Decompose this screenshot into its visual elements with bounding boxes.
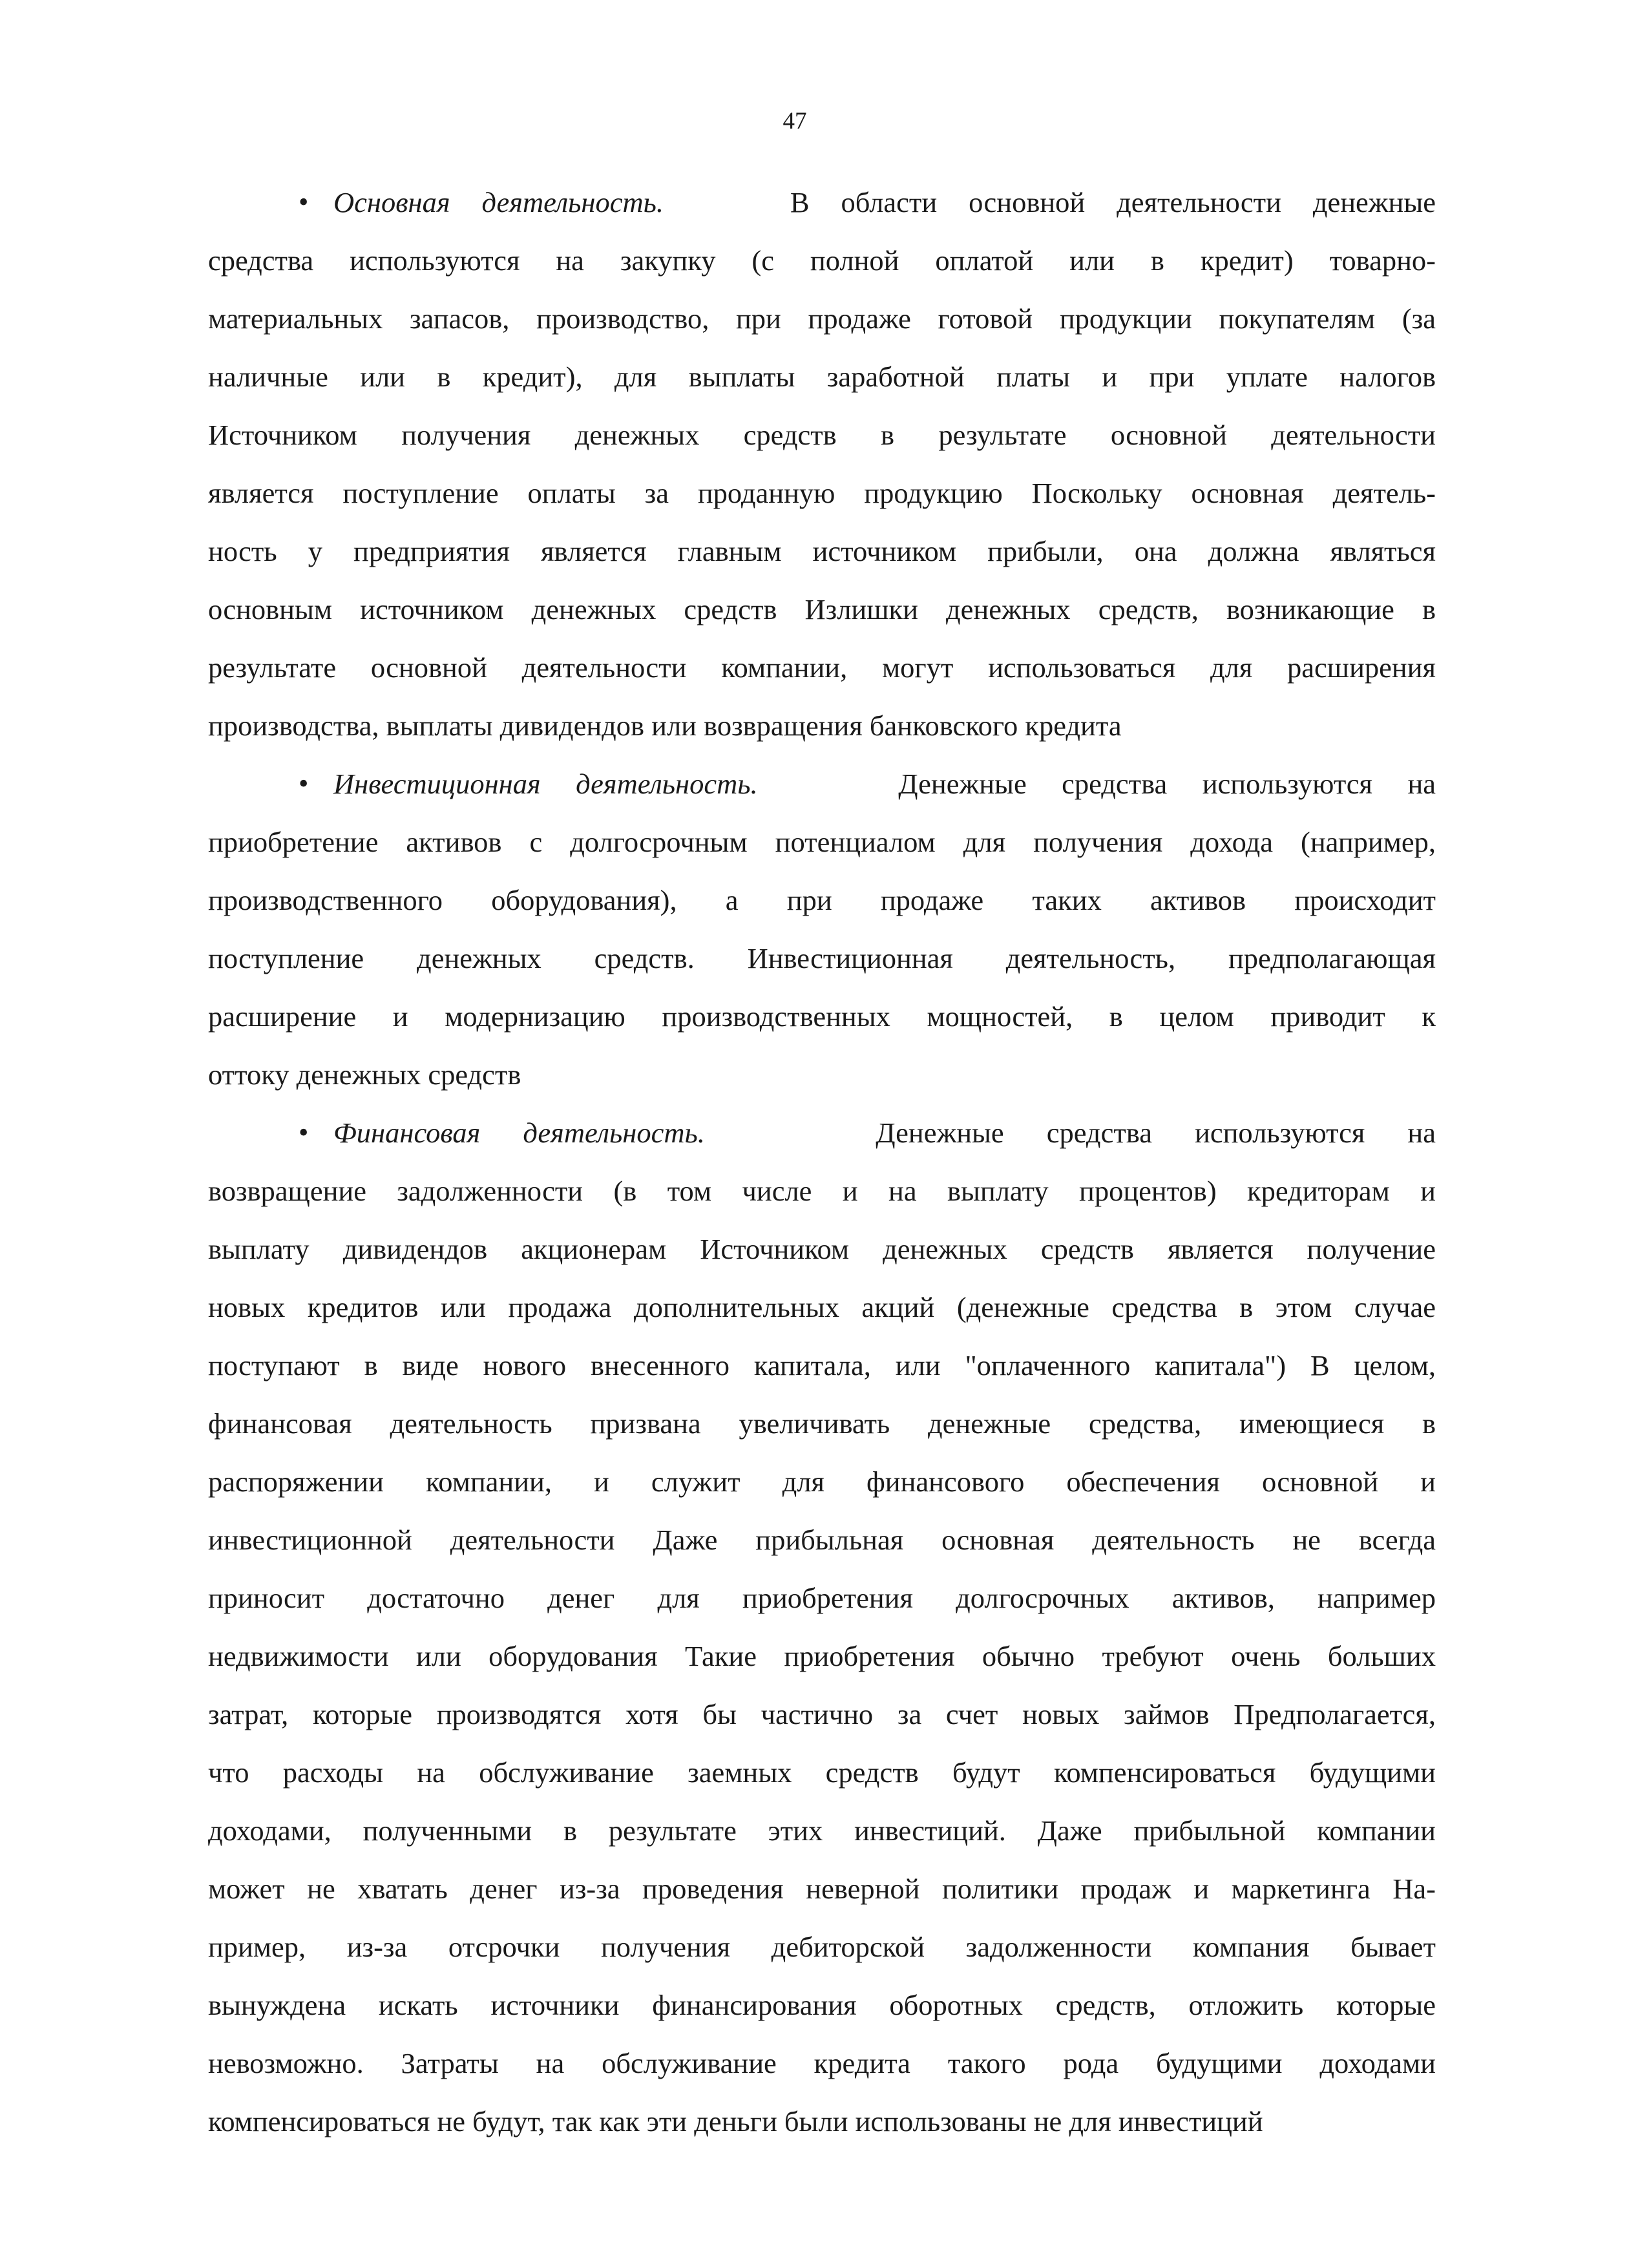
paragraph-line: результате основной деятельности компании, могут использоваться для расширения [208,651,1436,684]
section-heading: Инвестиционная деятельность. [333,768,758,800]
paragraph-line: материальных запасов, производство, при продаже готовой продукции покупателям (за [208,302,1436,335]
paragraph-line: основным источником денежных средств Излишки денежных средств, возникающие в [208,593,1436,625]
paragraph-line: поступление денежных средств. Инвестиционная деятельность, предполагающая [208,942,1436,974]
paragraph-line: Денежные средства используются на [876,1117,1436,1149]
section-investment-activity [208,755,1436,1104]
paragraph-line: финансовая деятельность призвана увеличивать денежные средства, имеющиеся в [208,1407,1436,1440]
paragraph-line: производственного оборудования), а при продаже таких активов происходит [208,884,1436,916]
paragraph-line: невозможно. Затраты на обслуживание кредита такого рода будущими доходами [208,2047,1436,2079]
page-number: 47 [782,108,807,134]
paragraph-line: Денежные средства используются на [898,768,1436,800]
paragraph-line: вынуждена искать источники финансирования оборотных средств, отложить которые [208,1989,1436,2021]
paragraph-line: возвращение задолженности (в том числе и на выплату процентов) кредиторам и [208,1175,1436,1207]
section-operating-activity [208,173,1436,755]
paragraph-line: новых кредитов или продажа дополнительных акций (денежные средства в этом случае [208,1291,1436,1323]
paragraph-line: недвижимости или оборудования Такие приобретения обычно требуют очень больших [208,1640,1436,1672]
paragraph-line: что расходы на обслуживание заемных средств будут компенсироваться будущими [208,1756,1436,1789]
paragraph-line: поступают в виде нового внесенного капитала, или "оплаченного капитала") В целом, [208,1349,1436,1381]
paragraph-line: затрат, которые производятся хотя бы частично за счет новых займов Предполагается, [208,1698,1436,1730]
paragraph-line: может не хватать денег из-за проведения неверной политики продаж и маркетинга На- [208,1873,1436,1905]
section-financial-activity [208,1104,1436,2150]
paragraph-line: средства используются на закупку (с полной оплатой или в кредит) товарно- [208,244,1436,277]
paragraph-line: пример, из-за отсрочки получения дебиторской задолженности компания бывает [208,1931,1436,1963]
bullet-icon: • [299,768,309,799]
paragraph-line: ность у предприятия является главным источником прибыли, она должна являться [208,535,1436,567]
paragraph-line: распоряжении компании, и служит для финансового обеспечения основной и [208,1465,1436,1498]
paragraph-line: наличные или в кредит), для выплаты заработной платы и при уплате налогов [208,361,1436,393]
paragraph-line: инвестиционной деятельности Даже прибыльная основная деятельность не всегда [208,1524,1436,1556]
bullet-icon: • [299,1117,309,1148]
paragraph-line: является поступление оплаты за проданную продукцию Поскольку основная деятель- [208,477,1436,509]
paragraph-line: доходами, полученными в результате этих инвестиций. Даже прибыльной компании [208,1814,1436,1847]
paragraph-line: Источником получения денежных средств в результате основной деятельности [208,419,1436,451]
bullet-line [208,173,1436,231]
bullet-line [208,1104,1436,1162]
paragraph-line: оттоку денежных средств [208,1058,521,1091]
bullet-line [208,755,1436,813]
section-heading: Финансовая деятельность. [333,1117,705,1149]
paragraph-line: расширение и модернизацию производственных мощностей, в целом приводит к [208,1000,1436,1033]
paragraph-line: выплату дивидендов акционерам Источником денежных средств является получение [208,1233,1436,1265]
paragraph-line: приносит достаточно денег для приобретения долгосрочных активов, например [208,1582,1436,1614]
bullet-icon: • [299,186,309,218]
paragraph-line: компенсироваться не будут, так как эти деньги были использованы не для инвестиций [208,2105,1263,2137]
paragraph-line: В области основной деятельности денежные [790,186,1436,218]
paragraph-line: производства, выплаты дивидендов или возвращения банковского кредита [208,709,1122,742]
section-heading: Основная деятельность. [333,186,664,218]
paragraph-line: приобретение активов с долгосрочным потенциалом для получения дохода (например, [208,826,1436,858]
